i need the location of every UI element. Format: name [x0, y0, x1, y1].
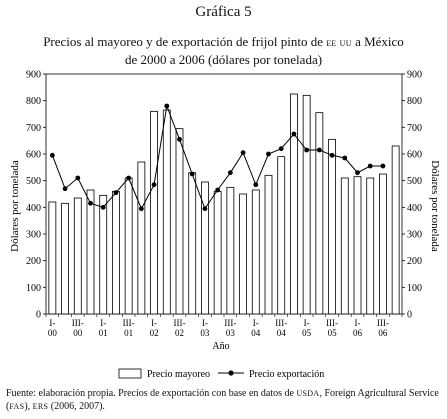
x-tick-label-bottom-2: 01	[98, 328, 108, 338]
source-text-4: ),	[24, 401, 33, 412]
y-tick-label-right-3: 300	[407, 229, 422, 241]
bar-5	[112, 191, 119, 314]
export-point-9	[164, 104, 169, 109]
y-tick-label-left-1: 100	[26, 282, 41, 294]
bar-6	[125, 178, 132, 314]
x-tick-label-top-3: III-	[122, 318, 135, 328]
x-tick-label-top-0: I-	[49, 318, 56, 328]
y-tick-label-left-6: 600	[26, 149, 41, 161]
x-tick-label-top-13: III-	[376, 318, 389, 328]
y-tick-label-right-5: 500	[407, 176, 422, 188]
source-text-1: Fuente: elaboración propia. Precios de exportación con base en datos de	[6, 388, 297, 399]
bar-14	[227, 187, 234, 314]
y-tick-label-left-9: 900	[26, 69, 41, 81]
y-axis-left	[26, 70, 46, 321]
export-point-2	[75, 176, 80, 181]
y-tick-label-left-8: 800	[26, 96, 41, 108]
bar-19	[290, 94, 297, 314]
y-axis-right	[402, 70, 422, 321]
y-axis-label-left: Dólares por tonelada	[9, 160, 21, 252]
bar-21	[316, 113, 323, 314]
source-text-2: , Foreign Agricultural Service	[319, 388, 439, 399]
source-usda: usda	[296, 387, 320, 399]
y-tick-label-right-7: 700	[407, 122, 422, 134]
source-ers: ers	[32, 400, 49, 412]
chart	[0, 66, 447, 386]
y-tick-label-right-0: 0	[407, 309, 412, 321]
export-point-19	[292, 132, 297, 137]
bar-22	[329, 139, 336, 314]
legend	[119, 369, 324, 380]
x-tick-label-top-8: I-	[252, 318, 259, 328]
export-point-25	[368, 164, 373, 169]
bar-18	[278, 157, 285, 314]
export-point-7	[139, 206, 144, 211]
x-tick-label-bottom-11: 05	[327, 328, 337, 338]
chart-title-line1	[0, 34, 447, 50]
x-axis-label: Año	[212, 341, 230, 352]
x-tick-label-top-9: III-	[275, 318, 288, 328]
x-tick-label-top-1: III-	[71, 318, 84, 328]
source-text-3: (	[6, 401, 10, 412]
x-tick-label-bottom-1: 00	[73, 328, 83, 338]
x-tick-label-bottom-5: 02	[175, 328, 184, 338]
y-tick-label-right-9: 900	[407, 69, 422, 81]
title-text-a: Precios al mayoreo y de exportación de frijol pinto de	[43, 34, 327, 49]
export-point-8	[152, 182, 157, 187]
export-point-20	[304, 148, 309, 153]
legend-bar-swatch	[119, 369, 141, 378]
export-point-15	[241, 150, 246, 155]
export-point-17	[266, 152, 271, 157]
x-tick-label-bottom-7: 03	[225, 328, 235, 338]
source-note	[6, 387, 442, 413]
bar-4	[100, 195, 107, 314]
export-point-3	[88, 201, 93, 206]
chart-title-line2: de 2000 a 2006 (dólares por tonelada)	[124, 52, 323, 67]
export-point-6	[126, 176, 131, 181]
x-tick-label-bottom-9: 04	[276, 328, 286, 338]
y-tick-label-left-2: 200	[26, 256, 41, 268]
bar-8	[151, 111, 158, 314]
bar-11	[189, 173, 196, 314]
y-tick-label-left-0: 0	[36, 309, 41, 321]
y-tick-label-right-4: 400	[407, 202, 422, 214]
y-tick-label-left-3: 300	[26, 229, 41, 241]
export-point-0	[50, 153, 55, 158]
bar-23	[341, 178, 348, 314]
source-text-5: (2006, 2007).	[48, 401, 105, 412]
x-tick-label-top-12: I-	[354, 318, 361, 328]
x-tick-label-bottom-6: 03	[200, 328, 210, 338]
y-tick-label-left-4: 400	[26, 202, 41, 214]
export-point-16	[253, 182, 258, 187]
y-tick-label-right-2: 200	[407, 256, 422, 268]
bar-20	[303, 95, 310, 314]
bar-17	[265, 175, 272, 314]
y-tick-label-right-8: 800	[407, 96, 422, 108]
export-point-18	[279, 146, 284, 151]
export-point-26	[381, 164, 386, 169]
bar-15	[240, 194, 247, 314]
bar-25	[367, 178, 374, 314]
x-tick-label-top-6: I-	[201, 318, 208, 328]
export-point-14	[228, 170, 233, 175]
y-tick-label-left-5: 500	[26, 176, 41, 188]
x-tick-label-bottom-8: 04	[251, 328, 261, 338]
bar-series	[49, 94, 399, 314]
bar-24	[354, 177, 361, 314]
x-tick-label-top-2: I-	[100, 318, 107, 328]
export-point-23	[342, 156, 347, 161]
y-tick-label-right-6: 600	[407, 149, 422, 161]
bar-7	[138, 162, 145, 314]
figure-label: Gráfica 5	[195, 4, 252, 20]
y-tick-label-right-1: 100	[407, 282, 422, 294]
x-tick-label-bottom-0: 00	[47, 328, 57, 338]
bar-2	[74, 198, 81, 314]
x-tick-label-bottom-13: 06	[378, 328, 388, 338]
x-tick-label-top-10: I-	[303, 318, 310, 328]
legend-line-marker	[228, 370, 233, 375]
legend-label-exportacion: Precio exportación	[249, 369, 325, 380]
export-point-1	[63, 186, 68, 191]
source-fas: fas	[9, 400, 25, 412]
y-tick-label-left-7: 700	[26, 122, 41, 134]
bar-3	[87, 190, 94, 314]
export-point-10	[177, 137, 182, 142]
export-point-13	[215, 188, 220, 193]
export-point-21	[317, 148, 322, 153]
y-axis-label-right: Dólares por tonelada	[429, 160, 441, 252]
export-point-11	[190, 172, 195, 177]
bar-0	[49, 202, 56, 314]
bar-26	[379, 174, 386, 314]
title-abbrev: ee uu	[326, 37, 352, 49]
title-text-b: a México	[351, 34, 404, 49]
x-tick-label-top-7: III-	[224, 318, 237, 328]
export-point-4	[101, 205, 106, 210]
x-tick-label-bottom-12: 06	[353, 328, 362, 338]
x-tick-label-bottom-4: 02	[149, 328, 159, 338]
x-tick-label-top-11: III-	[326, 318, 339, 328]
x-tick-label-bottom-3: 01	[124, 328, 134, 338]
export-point-22	[330, 153, 335, 158]
x-tick-label-bottom-10: 05	[302, 328, 312, 338]
legend-label-mayoreo: Precio mayoreo	[147, 369, 211, 380]
bar-1	[62, 203, 69, 314]
export-point-12	[203, 206, 208, 211]
export-point-24	[355, 170, 360, 175]
export-point-5	[114, 190, 119, 195]
x-tick-label-top-5: III-	[173, 318, 186, 328]
bar-16	[252, 190, 259, 314]
bar-9	[163, 110, 170, 314]
x-tick-label-top-4: I-	[151, 318, 158, 328]
bar-10	[176, 129, 183, 314]
bar-27	[392, 146, 399, 314]
bar-13	[214, 191, 221, 314]
x-axis	[46, 314, 402, 338]
